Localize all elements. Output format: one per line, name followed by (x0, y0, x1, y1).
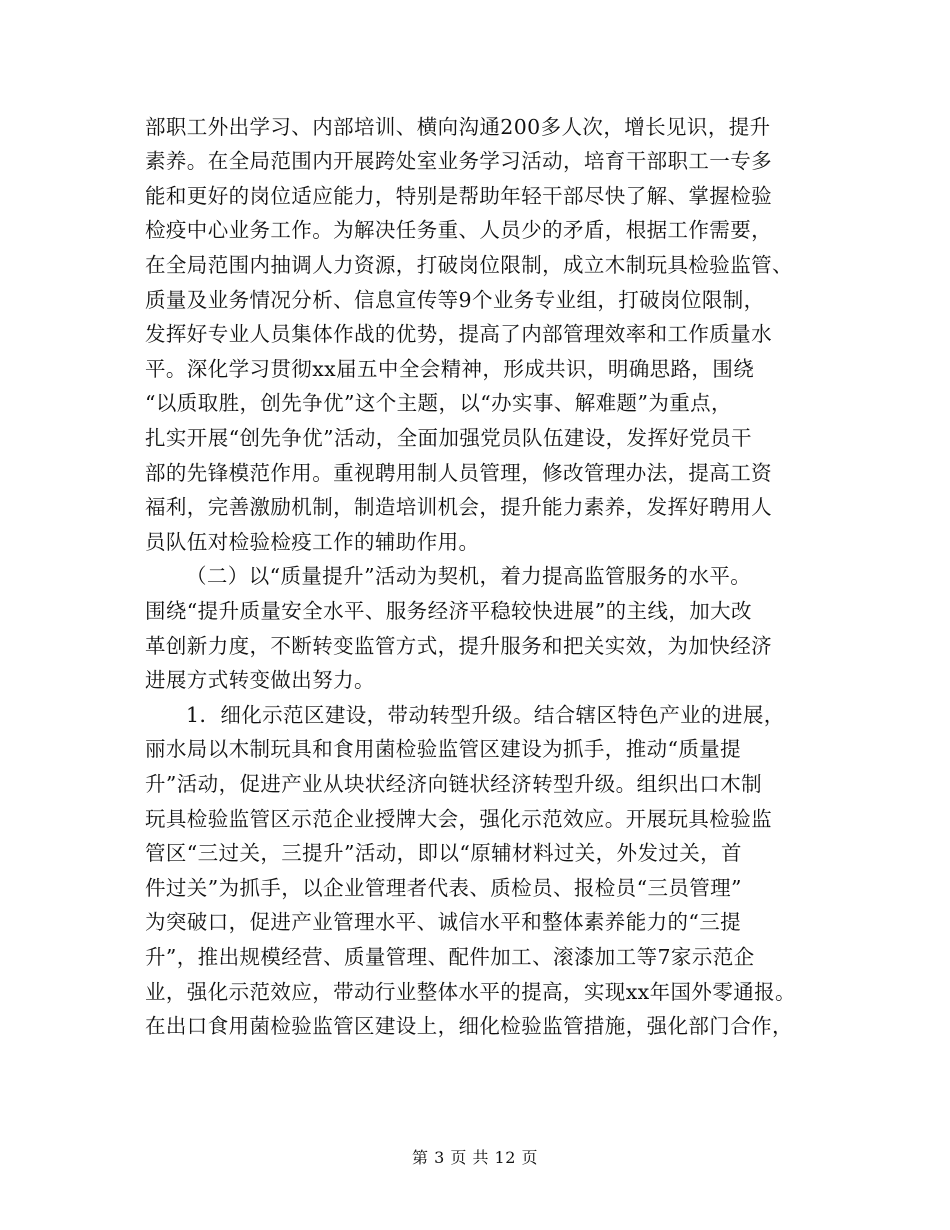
body-text-line: 扎实开展“创先争优”活动，全面加强党员队伍建设，发挥好党员干 (145, 426, 752, 450)
body-text-line: 管区“三过关，三提升”活动，即以“原辅材料过关，外发过关，首 (145, 841, 742, 865)
body-text-line: 平。深化学习贯彻xx届五中全会精神，形成共识，明确思路，围绕 (145, 357, 755, 381)
body-text-line: 员队伍对检验检疫工作的辅助作用。 (145, 530, 480, 554)
body-text-line: 件过关”为抓手，以企业管理者代表、质检员、报检员“三员管理” (145, 876, 742, 900)
body-text-line: 能和更好的岗位适应能力，特别是帮助年轻干部尽快了解、掌握检验 (145, 184, 772, 208)
body-text-line: 部职工外出学习、内部培训、横向沟通200多人次，增长见识，提升 (145, 115, 771, 139)
section-heading-line: （二）以“质量提升”活动为契机，着力提高监管服务的水平。 (186, 564, 752, 588)
body-text-line: 发挥好专业人员集体作战的优势，提高了内部管理效率和工作质量水 (145, 322, 772, 346)
body-text-line: 在出口食用菌检验监管区建设上，细化检验监管措施，强化部门合作， (145, 1014, 793, 1038)
body-text-line: 在全局范围内抽调人力资源，打破岗位限制，成立木制玩具检验监管、 (145, 253, 793, 277)
page-number-footer: 第 3 页 共 12 页 (412, 1148, 538, 1167)
body-text-line: 业，强化示范效应，带动行业整体水平的提高，实现xx年国外零通报。 (145, 980, 796, 1004)
body-text-line: 升”活动，促进产业从块状经济向链状经济转型升级。组织出口木制 (145, 772, 762, 796)
body-text-line: 丽水局以木制玩具和食用菌检验监管区建设为抓手，推动“质量提 (145, 737, 742, 761)
body-text-line: 质量及业务情况分析、信息宣传等9个业务专业组，打破岗位限制， (145, 288, 765, 312)
body-text-line: “以质取胜，创先争优”这个主题，以“办实事、解难题”为重点， (145, 391, 732, 415)
subsection-heading-line: 1．细化示范区建设，带动转型升级。结合辖区特色产业的进展， (186, 703, 785, 727)
body-text-line: 检疫中心业务工作。为解决任务重、人员少的矛盾，根据工作需要， (145, 218, 772, 242)
body-text-line: 革创新力度，不断转变监管方式，提升服务和把关实效，为加快经济 (145, 634, 772, 658)
body-text-line: 部的先锋模范作用。重视聘用制人员管理，修改管理办法，提高工资 (145, 461, 772, 485)
body-text-line: 玩具检验监管区示范企业授牌大会，强化示范效应。开展玩具检验监 (145, 807, 772, 831)
body-text-line: 素养。在全局范围内开展跨处室业务学习活动，培育干部职工一专多 (145, 149, 772, 173)
body-text-line: 进展方式转变做出努力。 (145, 668, 375, 692)
body-text-line: 为突破口，促进产业管理水平、诚信水平和整体素养能力的“三提 (145, 910, 742, 934)
body-text-line: 福利，完善激励机制，制造培训机会，提升能力素养，发挥好聘用人 (145, 495, 772, 519)
body-text-line: 升”，推出规模经营、质量管理、配件加工、滚漆加工等7家示范企 (145, 945, 755, 969)
body-text-line: 围绕“提升质量安全水平、服务经济平稳较快进展”的主线，加大改 (145, 599, 752, 623)
